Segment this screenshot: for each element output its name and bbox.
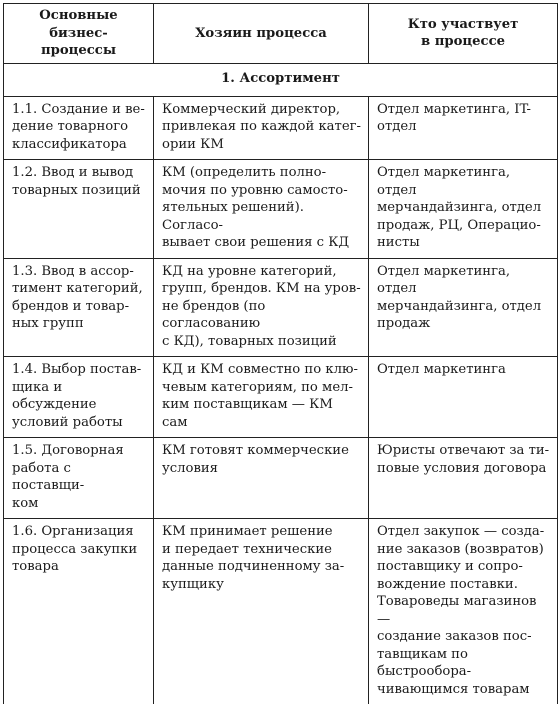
participants-cell: Юристы отвечают за ти- повые условия договора xyxy=(369,438,558,519)
table-row xyxy=(4,96,558,160)
process-cell: 1.3. Ввод в ассор- тимент категорий, брендов и товар- ных групп xyxy=(4,258,154,357)
header-participants: Кто участвует в процессе xyxy=(369,4,558,64)
participants-cell: Отдел маркетинга, отдел мерчандайзинга, отдел продаж, РЦ, Операцио- нисты xyxy=(369,160,558,259)
table-row xyxy=(4,519,558,704)
participants-cell: Отдел маркетинга, отдел мерчандайзинга, отдел продаж xyxy=(369,258,558,357)
process-table xyxy=(3,3,558,704)
process-cell: 1.6. Организация процесса закупки товара xyxy=(4,519,154,704)
participants-cell: Отдел маркетинга xyxy=(369,357,558,438)
section-row xyxy=(4,63,558,96)
process-cell: 1.4. Выбор постав- щика и обсуждение условий работы xyxy=(4,357,154,438)
owner-cell: КМ (определить полно- мочия по уровню самосто- ятельных решений). Согласо- вывает свои решения с КД xyxy=(154,160,369,259)
table-row xyxy=(4,357,558,438)
owner-cell: КД на уровне категорий, групп, брендов. КМ на уров- не брендов (по согласованию с КД), товарных позиций xyxy=(154,258,369,357)
process-cell: 1.5. Договорная работа с поставщи- ком xyxy=(4,438,154,519)
table-row xyxy=(4,438,558,519)
owner-cell: КД и КМ совместно по клю- чевым категориям, по мел- ким поставщикам — КМ сам xyxy=(154,357,369,438)
owner-cell: КМ принимает решение и передает технические данные подчиненному за- купщику xyxy=(154,519,369,704)
header-process-owner: Хозяин процесса xyxy=(154,4,369,64)
participants-cell: Отдел закупок — созда- ние заказов (возвратов) поставщику и сопро- вождение поставки. Товароведы магазинов — создание заказов пос- тавщикам по быстрообора- чивающимся товарам xyxy=(369,519,558,704)
owner-cell: КМ готовят коммерческие условия xyxy=(154,438,369,519)
section-title: 1. Ассортимент xyxy=(4,63,558,96)
table-row xyxy=(4,258,558,357)
owner-cell: Коммерческий директор, привлекая по каждой катег- ории КМ xyxy=(154,96,369,160)
process-cell: 1.2. Ввод и вывод товарных позиций xyxy=(4,160,154,259)
header-row xyxy=(4,4,558,64)
participants-cell: Отдел маркетинга, IT- отдел xyxy=(369,96,558,160)
header-business-processes: Основные бизнес- процессы xyxy=(4,4,154,64)
process-cell: 1.1. Создание и ве- дение товарного классификатора xyxy=(4,96,154,160)
table-row xyxy=(4,160,558,259)
